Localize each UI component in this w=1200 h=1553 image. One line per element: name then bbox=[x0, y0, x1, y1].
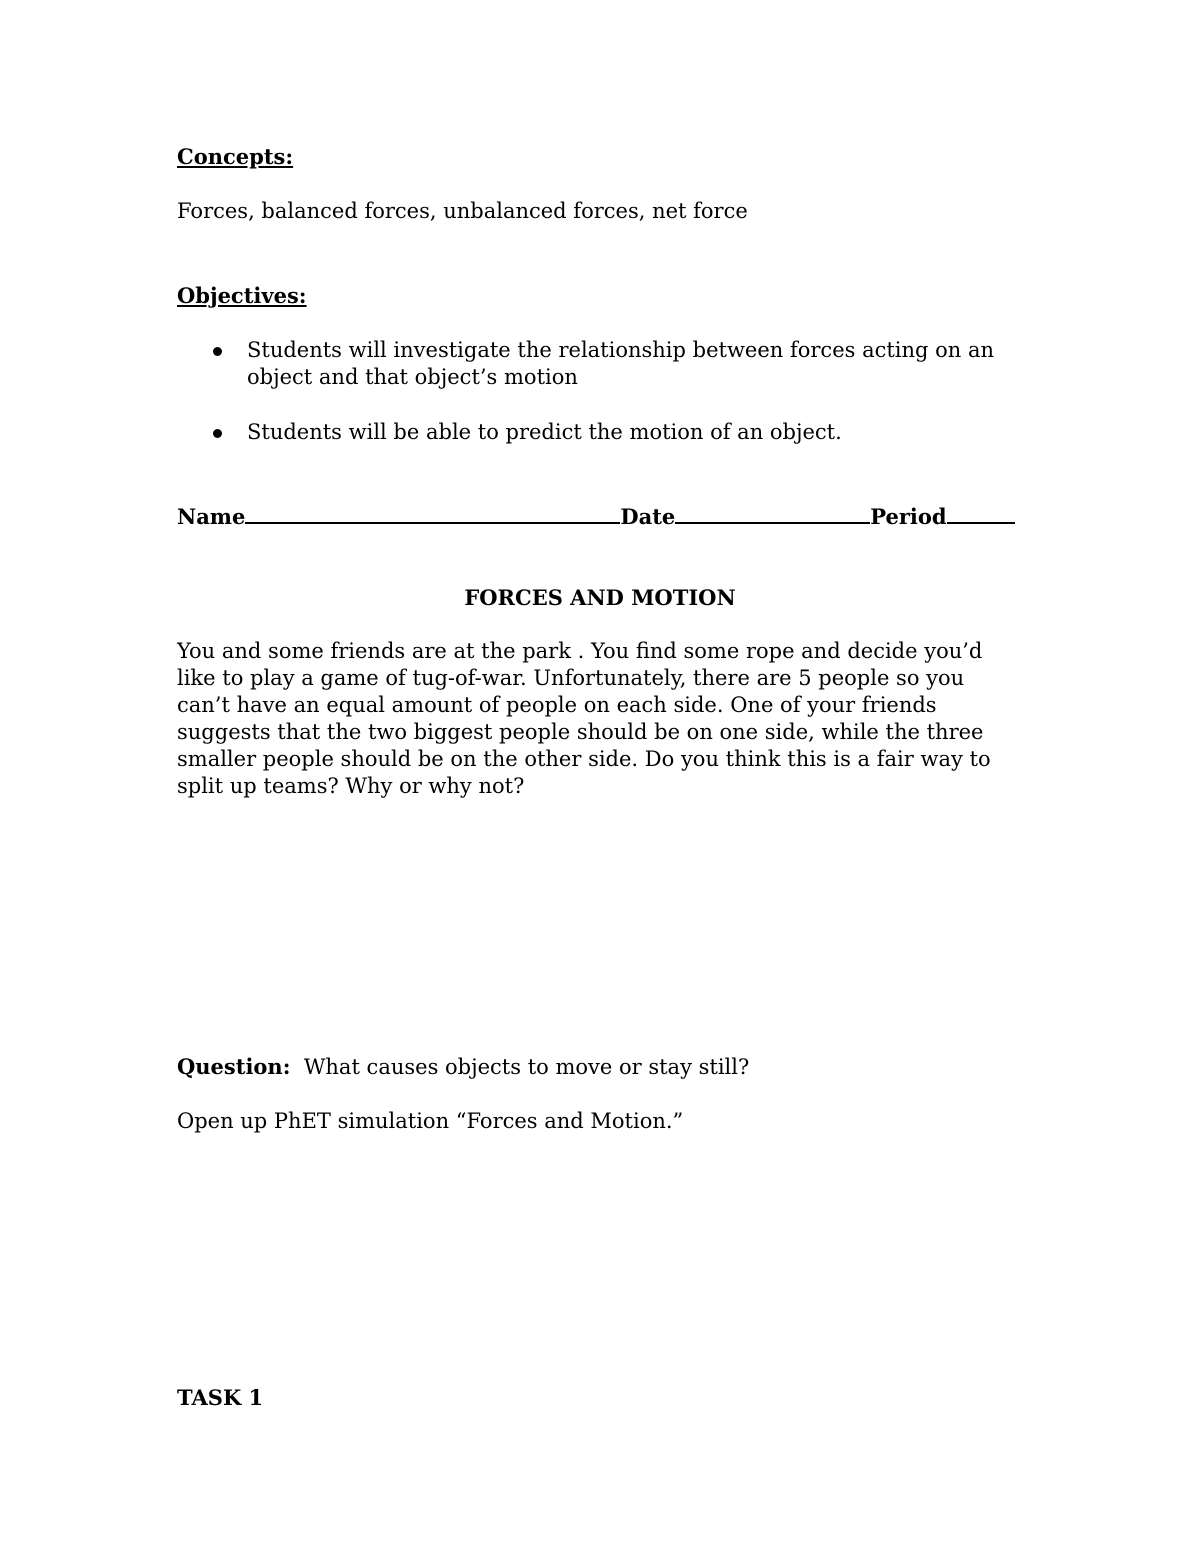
name-field[interactable] bbox=[245, 502, 620, 524]
student-info-line bbox=[177, 502, 1027, 530]
instruction-text: Open up PhET simulation “Forces and Motion.” bbox=[177, 1109, 684, 1133]
objective-item bbox=[177, 337, 1027, 391]
date-label: Date bbox=[620, 504, 676, 529]
concepts-text: Forces, balanced forces, unbalanced forces, net force bbox=[177, 199, 748, 223]
objectives-heading: Objectives: bbox=[177, 283, 307, 308]
name-label: Name bbox=[177, 504, 246, 529]
page-title: FORCES AND MOTION bbox=[464, 585, 736, 610]
scenario-paragraph: You and some friends are at the park . You find some rope and decide you’d like to play a game of tug-of-war. Unfortunately, there are 5 people so you can’t have an equal amount of people on each side. One of your friends suggests that the two biggest people should be on one side, while the three smaller people should be on the other side. Do you think this is a fair way to split up teams? Why or why not? bbox=[177, 639, 991, 798]
bullet-icon bbox=[213, 429, 222, 438]
objective-text: Students will investigate the relationship between forces acting on an object and that object’s motion bbox=[247, 338, 995, 389]
concepts-heading: Concepts: bbox=[177, 144, 294, 169]
period-label: Period bbox=[870, 504, 947, 529]
question-line bbox=[177, 1053, 1027, 1081]
period-field[interactable] bbox=[947, 502, 1015, 524]
objective-item bbox=[177, 419, 1027, 446]
objective-text: Students will be able to predict the motion of an object. bbox=[247, 420, 842, 444]
task-heading: TASK 1 bbox=[177, 1385, 264, 1410]
question-text: What causes objects to move or stay still? bbox=[303, 1055, 750, 1079]
question-label: Question: bbox=[177, 1054, 291, 1079]
objectives-list bbox=[177, 337, 1027, 446]
date-field[interactable] bbox=[675, 502, 870, 524]
bullet-icon bbox=[213, 347, 222, 356]
